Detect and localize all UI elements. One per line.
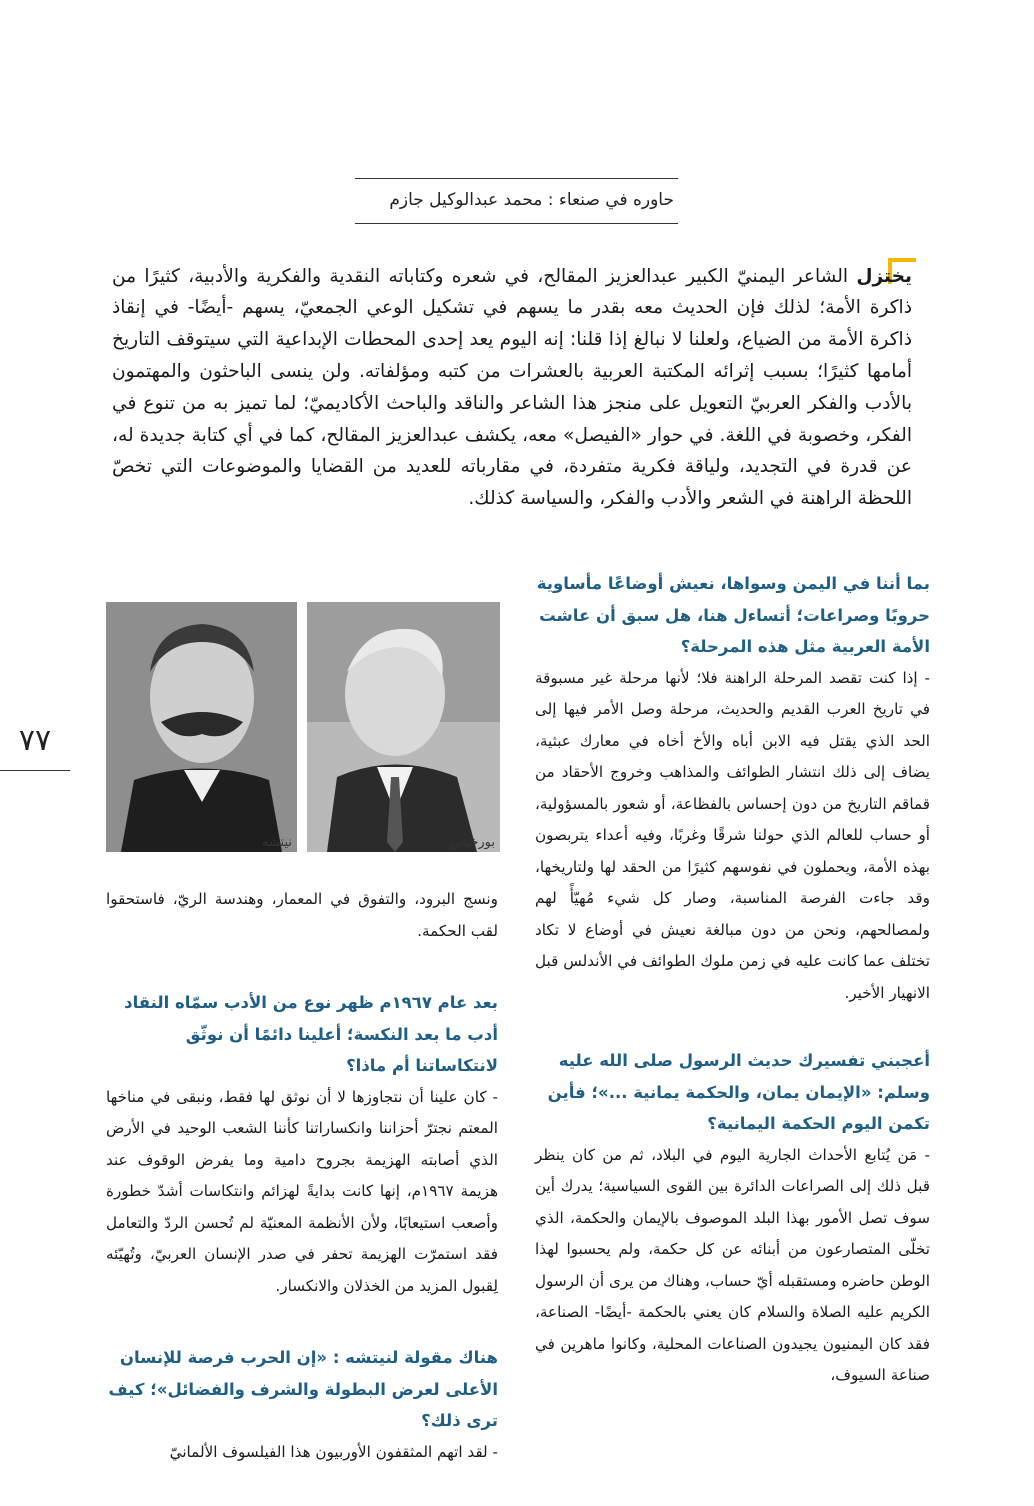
answer-4: - لقد اتهم المثقفون الأوربيون هذا الفيلسوف الألمانيّ xyxy=(169,1442,498,1461)
borges-portrait xyxy=(307,602,500,852)
byline-box xyxy=(355,178,678,224)
question-3: بعد عام ١٩٦٧م ظهر نوع من الأدب سمّاه النقاد أدب ما بعد النكسة؛ أعلينا دائمًا أن نوثّق لانتكاساتنا أم ماذا؟ xyxy=(124,993,498,1075)
lead-paragraph xyxy=(112,261,912,515)
page-number: ٧٧ xyxy=(18,723,52,758)
left-column xyxy=(106,884,498,1468)
nietzsche-portrait xyxy=(106,602,297,852)
answer-2: - مَن يُتابع الأحداث الجارية اليوم في البلاد، ثم من كان ينظر قبل ذلك إلى الصراعات الدائرة بين القوى السياسية؛ يدرك أين سوف تصل الأمور بهذا البلد الموصوف بالإيمان والحكمة، الذي تخلّى المتصارعون من أبنائه عن كل حكمة، ولم يحسبوا لهذا الوطن حاضره ومستقبله أيّ حساب، وهناك من يرى أن الرسول الكريم عليه الصلاة والسلام كان يعني بالحكمة -أيضًا- الصناعة، فقد كان اليمنيون يجيدون الصناعات المحلية، وكانوا ماهرين في صناعة السيوف، xyxy=(535,1145,930,1384)
page-number-box xyxy=(0,712,70,770)
question-1: بما أننا في اليمن وسواها، نعيش أوضاعًا مأساوية حروبًا وصراعات؛ أتساءل هنا، هل سبق أن عاشت الأمة العربية مثل هذه المرحلة؟ xyxy=(536,574,930,656)
right-column xyxy=(535,568,930,1392)
answer-3: - كان علينا أن نتجاوزها لا أن نوثق لها فقط، ونبقى في مناخها المعتم نجترّ أحزاننا وانكساراتنا كأننا الشعب الوحيد في الأرض الذي أصابته الهزيمة بجروح دامية وما يفرض الوقوف عند هزيمة ١٩٦٧م، إنها كانت بدايةً لهزائم وانتكاسات أشدّ خطورة وأصعب استيعابًا، ولأن الأنظمة المعنيّة لم تُحسن الردّ والتعامل فقد استمرّت الهزيمة تحفر في صدر الإنسان العربيّ، وتُهيّئه لِقبول المزيد من الخذلان والانكسار. xyxy=(106,1087,498,1295)
lead-first-word: يختزل xyxy=(856,265,912,287)
byline: حاوره في صنعاء : محمد عبدالوكيل جازم xyxy=(389,190,674,210)
answer-1: - إذا كنت تقصد المرحلة الراهنة فلا؛ لأنها مرحلة غير مسبوقة في تاريخ العرب القديم والحديث، مرحلة وصل الأمر فيها إلى الحد الذي يقتل فيه الابن أباه والأخ أخاه في معارك عبثية، يضاف إلى ذلك انتشار الطوائف والمذاهب وخروج الأحقاد من قماقم التاريخ من دون إحساس بالفظاعة، أو شعور بالمسؤولية، أو حساب للعالم الذي حولنا شرقًا وغربًا، وفيه أعداء يتربصون بهذه الأمة، ويحملون في نفوسهم كثيرًا من الحقد لها ولتاريخها، وقد جاءت الفرصة المناسبة، وصار كل شيء مُهيّأً لهم ولمصالحهم، ونحن من دون مبالغة نعيش في أوضاع لا تكاد تختلف عما كانت عليه في زمن ملوك الطوائف في الأندلس قبل الانهيار الأخير. xyxy=(535,668,930,1002)
lead-text: الشاعر اليمنيّ الكبير عبدالعزيز المقالح، في شعره وكتاباته النقدية والفكرية والأدبية، كثيرًا من ذاكرة الأمة؛ لذلك فإن الحديث معه بقدر ما يسهم في تشكيل الوعي الجمعيّ، يسهم -أيضًا- في إنقاذ ذاكرة الأمة من الضياع، ولعلنا لا نبالغ إذا قلنا: إنه اليوم يعد إحدى المحطات الإبداعية التي سيتوقف التاريخ أمامها كثيرًا؛ بسبب إثرائه المكتبة العربية بالعشرات من كتبه ومؤلفاته. ولن ينسى الباحثون والمهتمون بالأدب والفكر العربيّ التعويل على منجز هذا الشاعر والناقد والباحث الأكاديميّ؛ لما تميز به من تنوع في الفكر، وخصوبة في اللغة. في حوار «الفيصل» معه، يكشف عبدالعزيز المقالح، كما في أي كتابة جديدة له، عن قدرة في التجديد، ولياقة فكرية متفردة، في مقارباته للعديد من القضايا والموضوعات التي تخصّ اللحظة الراهنة في الشعر والأدب والفكر، والسياسة كذلك. xyxy=(112,265,912,510)
continuation-text: ونسج البرود، والتفوق في المعمار، وهندسة الريّ، فاستحقوا لقب الحكمة. xyxy=(106,890,498,940)
photo-borges xyxy=(307,602,500,852)
question-4: هناك مقولة لنيتشه : «إن الحرب فرصة للإنسان الأعلى لعرض البطولة والشرف والفضائل»؛ كيف ترى ذلك؟ xyxy=(108,1348,498,1430)
page-number-rule xyxy=(0,770,70,771)
byline-top-rule xyxy=(355,178,678,179)
caption-nietzsche: نيتشه xyxy=(261,835,292,850)
caption-borges: بورخيس xyxy=(449,835,495,850)
question-2: أعجبني تفسيرك حديث الرسول صلى الله عليه وسلم: «الإيمان يمان، والحكمة يمانية ...»؛ فأين تكمن اليوم الحكمة اليمانية؟ xyxy=(547,1051,930,1133)
byline-bottom-rule xyxy=(355,223,678,224)
photo-nietzsche xyxy=(106,602,297,852)
